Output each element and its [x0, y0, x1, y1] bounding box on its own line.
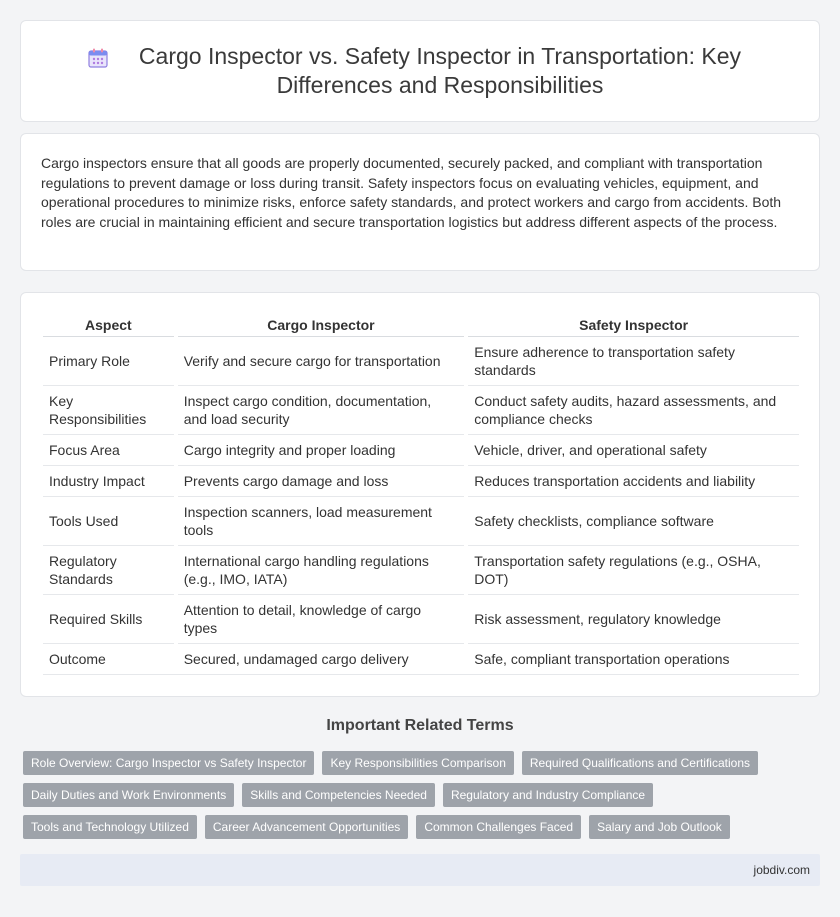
comparison-table-card [20, 292, 820, 697]
comparison-table [43, 307, 799, 675]
cell-cargo: Attention to detail, knowledge of cargo types [178, 595, 465, 644]
related-term-tag[interactable]: Daily Duties and Work Environments [23, 783, 234, 807]
footer-site-link[interactable]: jobdiv.com [753, 863, 810, 877]
cell-safety: Transportation safety regulations (e.g., OSHA, DOT) [468, 546, 799, 595]
related-term-tag[interactable]: Common Challenges Faced [416, 815, 581, 839]
cell-aspect: Primary Role [43, 337, 174, 386]
table-row [43, 644, 799, 675]
related-terms-list [23, 751, 823, 847]
related-term-tag[interactable]: Regulatory and Industry Compliance [443, 783, 653, 807]
cell-cargo: Inspection scanners, load measurement tools [178, 497, 465, 546]
cell-aspect: Industry Impact [43, 466, 174, 497]
cell-aspect: Outcome [43, 644, 174, 675]
related-term-tag[interactable]: Skills and Competencies Needed [242, 783, 435, 807]
table-row [43, 497, 799, 546]
cell-cargo: Cargo integrity and proper loading [178, 435, 465, 466]
cell-safety: Risk assessment, regulatory knowledge [468, 595, 799, 644]
cell-safety: Safety checklists, compliance software [468, 497, 799, 546]
cell-cargo: Prevents cargo damage and loss [178, 466, 465, 497]
cell-safety: Reduces transportation accidents and liability [468, 466, 799, 497]
cell-cargo: Verify and secure cargo for transportation [178, 337, 465, 386]
table-row [43, 546, 799, 595]
header-safety-inspector: Safety Inspector [468, 307, 799, 337]
footer [20, 854, 820, 886]
intro-card [20, 133, 820, 271]
related-term-tag[interactable]: Key Responsibilities Comparison [322, 751, 513, 775]
header-aspect: Aspect [43, 307, 174, 337]
header-cargo-inspector: Cargo Inspector [178, 307, 465, 337]
cell-safety: Safe, compliant transportation operations [468, 644, 799, 675]
cell-cargo: International cargo handling regulations (e.g., IMO, IATA) [178, 546, 465, 595]
related-term-tag[interactable]: Career Advancement Opportunities [205, 815, 408, 839]
cell-cargo: Secured, undamaged cargo delivery [178, 644, 465, 675]
header-card [20, 20, 820, 122]
cell-safety: Vehicle, driver, and operational safety [468, 435, 799, 466]
cell-aspect: Focus Area [43, 435, 174, 466]
cell-safety: Ensure adherence to transportation safety standards [468, 337, 799, 386]
table-row [43, 466, 799, 497]
table-row [43, 595, 799, 644]
related-term-tag[interactable]: Role Overview: Cargo Inspector vs Safety Inspector [23, 751, 314, 775]
related-term-tag[interactable]: Salary and Job Outlook [589, 815, 730, 839]
related-terms-title: Important Related Terms [326, 717, 514, 734]
cell-safety: Conduct safety audits, hazard assessments, and compliance checks [468, 386, 799, 435]
intro-paragraph: Cargo inspectors ensure that all goods are properly documented, securely packed, and compliant with transportation regulations to prevent damage or loss during transit. Safety inspectors focus on evaluating vehicles, equipment, and operational procedures to minimize risks, enforce safety standards, and protect workers and cargo from accidents. Both roles are crucial in maintaining efficient and secure transportation logistics but address different aspects of the process. [41, 155, 782, 230]
table-header-row [43, 307, 799, 337]
cell-aspect: Required Skills [43, 595, 174, 644]
cell-cargo: Inspect cargo condition, documentation, and load security [178, 386, 465, 435]
page-title: Cargo Inspector vs. Safety Inspector in Transportation: Key Differences and Responsibilities [138, 43, 742, 98]
related-term-tag[interactable]: Required Qualifications and Certifications [522, 751, 758, 775]
cell-aspect: Regulatory Standards [43, 546, 174, 595]
table-row [43, 435, 799, 466]
cell-aspect: Tools Used [43, 497, 174, 546]
table-row [43, 337, 799, 386]
table-row [43, 386, 799, 435]
related-term-tag[interactable]: Tools and Technology Utilized [23, 815, 197, 839]
cell-aspect: Key Responsibilities [43, 386, 174, 435]
